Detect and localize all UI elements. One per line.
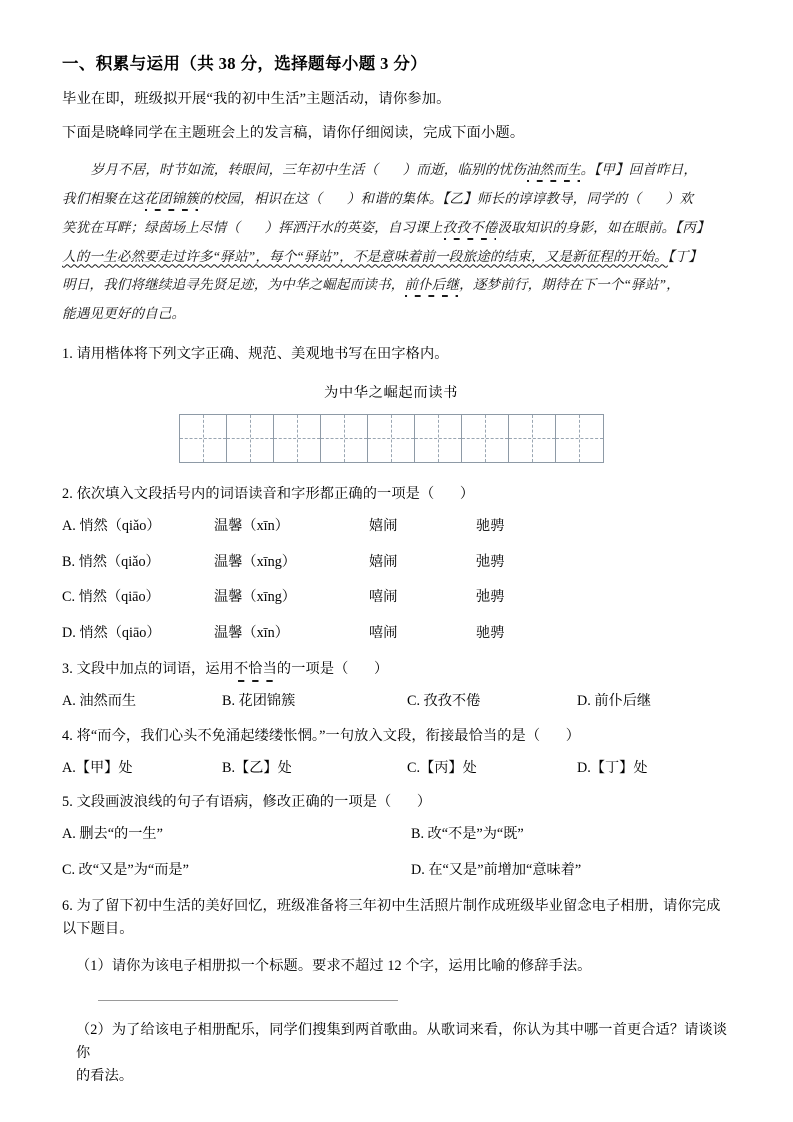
tianzige-container	[62, 414, 738, 463]
question-1-stem	[62, 343, 738, 366]
question-6-number: 6.	[62, 897, 73, 914]
passage-line-2	[62, 185, 738, 214]
answer-blank-4	[240, 220, 264, 235]
passage-text: 明日，我们将继续追寻先贤足迹，为中华之崛起而读书，	[62, 277, 405, 293]
wavy-underlined-sentence: 人的一生必然要走过许多“驿站”，每个“驿站”，不是意味着前一段旅途的结束，又是新征程的开始。	[62, 248, 668, 264]
question-5-answer-blank[interactable]	[391, 794, 417, 810]
option-c-col4: 弛骋	[476, 589, 505, 606]
option-c-label-word[interactable]	[62, 586, 214, 609]
emphasis-zizibujuan: 孜孜不倦	[442, 219, 498, 235]
option-d-label: D.	[62, 625, 76, 642]
emphasis-huatuanjincu: 花团锦簇	[144, 190, 199, 206]
question-2-options	[62, 515, 738, 645]
question-5-options-row-2	[62, 859, 738, 882]
tianzige-cell[interactable]	[368, 415, 415, 462]
option-b-col4: 弛骋	[476, 553, 505, 570]
tianzige-cell[interactable]	[180, 415, 227, 462]
option-b[interactable]: B. 改“不是”为“既”	[411, 826, 524, 843]
question-6-sub-2	[62, 1019, 738, 1088]
answer-blank-1	[378, 162, 402, 177]
question-2-number: 2.	[62, 485, 73, 502]
question-4-text: 将“而今，我们心头不免涌起缕缕怅惘。”一句放入文段，衔接最恰当的是（	[76, 727, 541, 744]
tianzige-cell[interactable]	[227, 415, 274, 462]
question-3-text-c: ）	[374, 660, 389, 677]
question-3-stem	[62, 658, 738, 681]
option-d[interactable]: D. 在“又是”前增加“意味着”	[411, 861, 582, 878]
tianzige-cell[interactable]	[556, 415, 603, 462]
passage-line-5	[62, 271, 738, 300]
question-6-text-1: 为了留下初中生活的美好回忆，班级准备将三年初中生活照片制作成班级毕业留念电子相册，请你完成	[76, 897, 721, 914]
option-d-col3: 嘻闹	[369, 625, 398, 642]
question-3-answer-blank[interactable]	[348, 661, 374, 677]
option-d-col1: 悄然（qiāo）	[79, 625, 161, 642]
passage-line-6	[62, 300, 738, 329]
question-3-number: 3.	[62, 660, 73, 677]
option-c[interactable]: C.【丙】处	[407, 759, 477, 776]
tianzige-title: 为中华之崛起而读书	[323, 384, 459, 401]
option-a-col1: 悄然（qiǎo）	[79, 517, 161, 534]
option-a-col2: 温馨（xīn）	[214, 517, 289, 534]
answer-blank-2	[322, 191, 346, 206]
option-row-a[interactable]	[62, 515, 738, 538]
option-a-label: A.	[62, 517, 76, 534]
passage-text: ）和谐的集体。【乙】师长的谆谆教导，同学的（	[346, 190, 642, 206]
tianzige-cell[interactable]	[415, 415, 462, 462]
option-b[interactable]: B. 花团锦簇	[222, 692, 296, 709]
option-a[interactable]: A. 油然而生	[62, 692, 137, 709]
passage-text: 岁月不居，时节如流，转眼间，三年初中生活（	[90, 162, 379, 178]
option-b-label-word[interactable]	[62, 551, 214, 574]
passage-text: 笑犹在耳畔；绿茵场上尽情（	[62, 219, 241, 235]
question-5-text-end: ）	[416, 794, 432, 811]
option-row-b[interactable]	[62, 551, 738, 574]
question-6-sub-2-line-1: （2）为了给该电子相册配乐，同学们搜集到两首歌曲。从歌词来看，你认为其中哪一首更合适？请谈谈你	[76, 1021, 728, 1061]
tianzige-cell[interactable]	[274, 415, 321, 462]
option-a[interactable]: A.【甲】处	[62, 759, 133, 776]
question-6-sub-1: （1）请你为该电子相册拟一个标题。要求不超过 12 个字，运用比喻的修辞手法。	[76, 957, 592, 974]
question-3-text: 文段中加点的词语，运用	[76, 660, 234, 677]
question-5-options-row-1	[62, 823, 738, 846]
question-5-number: 5.	[62, 794, 73, 811]
question-3-options	[62, 690, 738, 713]
question-5-stem	[62, 791, 738, 814]
passage-text: ，逐梦前行，期待在下一个“驿站”，	[459, 277, 680, 293]
option-c[interactable]: C. 改“又是”为“而是”	[62, 861, 189, 878]
passage-line-3	[62, 214, 738, 243]
question-6-sub-2-line-2: 的看法。	[76, 1067, 134, 1084]
reading-passage	[62, 156, 738, 329]
question-4-answer-blank[interactable]	[540, 728, 566, 744]
answer-write-line[interactable]	[98, 1000, 398, 1001]
passage-line-4	[62, 243, 738, 272]
question-2-text: 依次填入文段括号内的词语读音和字形都正确的一项是（	[76, 485, 435, 502]
option-a-col3: 嬉闹	[369, 517, 398, 534]
page-title: 一、积累与运用（共 38 分，选择题每小题 3 分）	[62, 54, 428, 73]
passage-text: 我们相聚在这	[62, 190, 145, 206]
option-d[interactable]: D. 前仆后继	[577, 692, 652, 709]
option-c-col1: 悄然（qiāo）	[78, 589, 160, 606]
question-6-stem	[62, 895, 738, 941]
option-b-label: B.	[62, 553, 76, 570]
option-row-c[interactable]	[62, 586, 738, 609]
question-2-stem	[62, 483, 738, 506]
passage-text: 。【甲】回首昨日，	[580, 162, 698, 178]
option-c-label: C.	[62, 589, 76, 606]
emphasis-youranersheng: 油然而生	[525, 162, 581, 178]
question-4-text-end: ）	[565, 727, 581, 744]
passage-text: 汲取知识的身影，如在眼前。【丙】	[497, 219, 710, 235]
passage-text: 的校园，相识在这（	[198, 190, 323, 206]
passage-marker-ding: 【丁】	[667, 248, 703, 264]
option-a-col4: 驰骋	[476, 517, 505, 534]
passage-text: ）而逝，临别的忧伤	[402, 162, 526, 178]
option-d[interactable]: D.【丁】处	[577, 759, 648, 776]
tianzige-cell[interactable]	[509, 415, 556, 462]
passage-text: 能遇见更好的自己。	[62, 306, 186, 322]
question-1-text: 请用楷体将下列文字正确、规范、美观地书写在田字格内。	[76, 345, 449, 362]
question-1-number: 1.	[62, 345, 73, 362]
intro-paragraph-1: 毕业在即，班级拟开展“我的初中生活”主题活动，请你参加。	[62, 90, 451, 107]
intro-paragraph-2: 下面是晓峰同学在主题班会上的发言稿，请你仔细阅读，完成下面小题。	[62, 124, 525, 141]
option-d-col4: 驰骋	[476, 625, 505, 642]
emphasis-buqiadang: 不恰当	[233, 660, 277, 677]
tianzige-grid[interactable]	[179, 414, 604, 463]
passage-text: ）挥洒汗水的英姿，自习课上	[264, 219, 443, 235]
passage-text: ）欢	[665, 190, 694, 206]
question-6-line-1	[62, 895, 738, 918]
option-d-col2: 温馨（xīn）	[214, 625, 289, 642]
option-b-col2: 温馨（xīng）	[214, 553, 296, 570]
question-5-text: 文段画波浪线的句子有语病，修改正确的一项是（	[76, 794, 392, 811]
option-b-col3: 嬉闹	[369, 553, 398, 570]
option-row-d[interactable]	[62, 622, 738, 645]
question-4-stem	[62, 725, 738, 748]
option-c-col3: 嘻闹	[369, 589, 398, 606]
question-4-number: 4.	[62, 727, 73, 744]
option-d-label-word[interactable]	[62, 622, 214, 645]
tianzige-cell[interactable]	[321, 415, 368, 462]
option-c[interactable]: C. 孜孜不倦	[407, 692, 481, 709]
emphasis-qianpuhouji: 前仆后继	[404, 277, 460, 293]
answer-blank-3	[641, 191, 665, 206]
option-b[interactable]: B.【乙】处	[222, 759, 292, 776]
option-a-label-word[interactable]	[62, 515, 214, 538]
question-3-text-b: 的一项是（	[276, 660, 349, 677]
tianzige-cell[interactable]	[462, 415, 509, 462]
option-c-col2: 温馨（xīng）	[214, 589, 296, 606]
option-a[interactable]: A. 删去“的一生”	[62, 826, 163, 843]
option-b-col1: 悄然（qiǎo）	[78, 553, 160, 570]
question-2-answer-blank[interactable]	[434, 486, 460, 502]
passage-line-1	[62, 156, 738, 185]
question-4-options	[62, 757, 738, 780]
question-2-text-end: ）	[459, 485, 475, 502]
question-6-line-2: 以下题目。	[62, 920, 134, 937]
